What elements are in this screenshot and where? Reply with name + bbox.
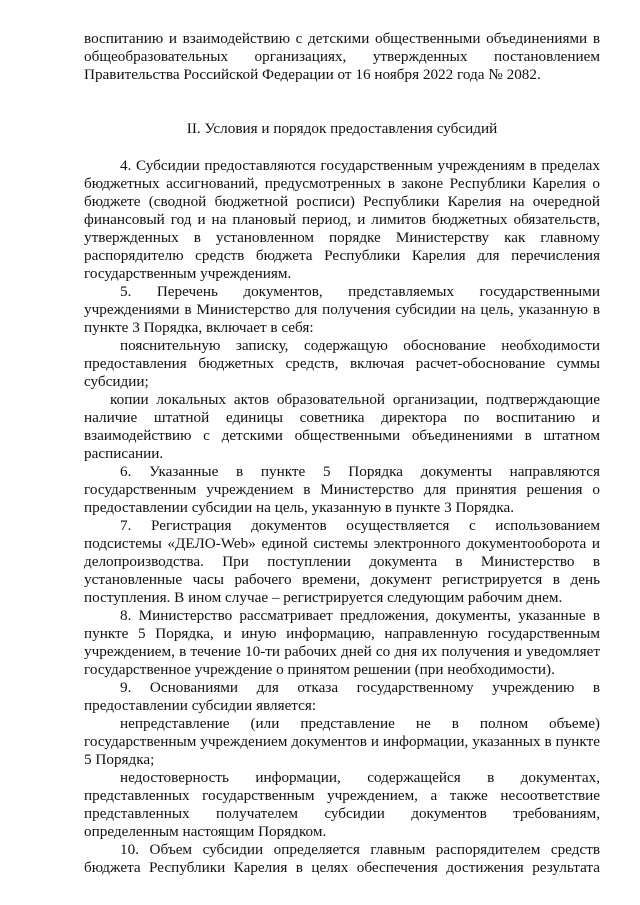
body-line: предоставлении субсидии является: — [84, 697, 317, 714]
body-line: 6. Указанные в пункте 5 Порядка документы направляются — [120, 463, 600, 480]
intro-line: Правительства Российской Федерации от 16 ноября 2022 года № 2082. — [84, 66, 541, 83]
body-line: 7. Регистрация документов осуществляется с использованием — [120, 517, 600, 534]
body-line: предоставлении субсидии на цель, указанную в пункте 3 Порядка. — [84, 499, 515, 516]
body-line: непредставление (или представление не в полном объеме) — [120, 715, 600, 732]
body-line: субсидии; — [84, 373, 149, 390]
body-line: представленных государственным учреждением, а также несоответствие — [84, 787, 600, 804]
body-line: утвержденных в установленном порядке Министерству как главному — [84, 229, 600, 246]
body-line: 5. Перечень документов, представляемых государственными — [120, 283, 600, 300]
body-line: установленные часы рабочего времени, документ регистрируется в день — [84, 571, 600, 588]
body-line: предоставления бюджетных средств, включая расчет-обоснование суммы — [84, 355, 600, 372]
body-line: пункте 3 Порядка, включает в себя: — [84, 319, 314, 336]
body-line: подсистемы «ДЕЛО-Web» единой системы электронного документооборота и — [84, 535, 600, 552]
body-line: пояснительную записку, содержащую обоснование необходимости — [120, 337, 600, 354]
intro-line: общеобразовательных организациях, утвержденных постановлением — [84, 48, 600, 65]
body-line: 9. Основаниями для отказа государственному учреждению в — [120, 679, 600, 696]
body-line: государственным учреждениям. — [84, 265, 292, 282]
body-line: 10. Объем субсидии определяется главным распорядителем средств — [120, 841, 600, 858]
body-line: делопроизводства. При поступлении документа в Министерство в — [84, 553, 600, 570]
body-line: бюджета Республики Карелия в целях обеспечения достижения результата — [84, 859, 600, 876]
body-line: наличие штатной единицы советника директора по воспитанию и — [84, 409, 600, 426]
body-line: государственным учреждением в Министерство для принятия решения о — [84, 481, 600, 498]
section-heading: II. Условия и порядок предоставления субсидий — [186, 120, 498, 137]
body-line: учреждениями в Министерство для получения субсидии на цель, указанную в — [84, 301, 600, 318]
body-line: государственным учреждением документов и информации, указанных в пункте — [84, 733, 600, 750]
body-line: бюджетных ассигнований, предусмотренных в законе Республики Карелия о — [84, 175, 600, 192]
intro-line: воспитанию и взаимодействию с детскими общественными объединениями в — [84, 30, 600, 47]
body-line: поступления. В ином случае – регистрируется следующим рабочим днем. — [84, 589, 563, 606]
body-line: пункте 5 Порядка, и иную информацию, направленную государственным — [84, 625, 600, 642]
body-line: определенным настоящим Порядком. — [84, 823, 327, 840]
body-line: государственное учреждение о принятом решении (при необходимости). — [84, 661, 555, 678]
body-line: распорядителю средств бюджета Республики Карелия для перечисления — [84, 247, 600, 264]
body-line: представленных получателем субсидии документов требованиям, — [84, 805, 600, 822]
body-line: учреждением, в течение 10-ти рабочих дней со дня их получения и уведомляет — [84, 643, 600, 660]
body-line: расписании. — [84, 445, 164, 462]
body-line: взаимодействию с детскими общественными объединениями в штатном — [84, 427, 600, 444]
body-line: копии локальных актов образовательной организации, подтверждающие — [110, 391, 600, 408]
body-line: бюджете (сводной бюджетной росписи) Республики Карелия на очередной — [84, 193, 600, 210]
body-line: недостоверность информации, содержащейся в документах, — [120, 769, 600, 786]
body-line: финансовый год и на плановый период, и лимитов бюджетных обязательств, — [84, 211, 600, 228]
body-line: 8. Министерство рассматривает предложения, документы, указанные в — [120, 607, 600, 624]
body-line: 5 Порядка; — [84, 751, 155, 768]
body-line: 4. Субсидии предоставляются государственным учреждениям в пределах — [120, 157, 600, 174]
